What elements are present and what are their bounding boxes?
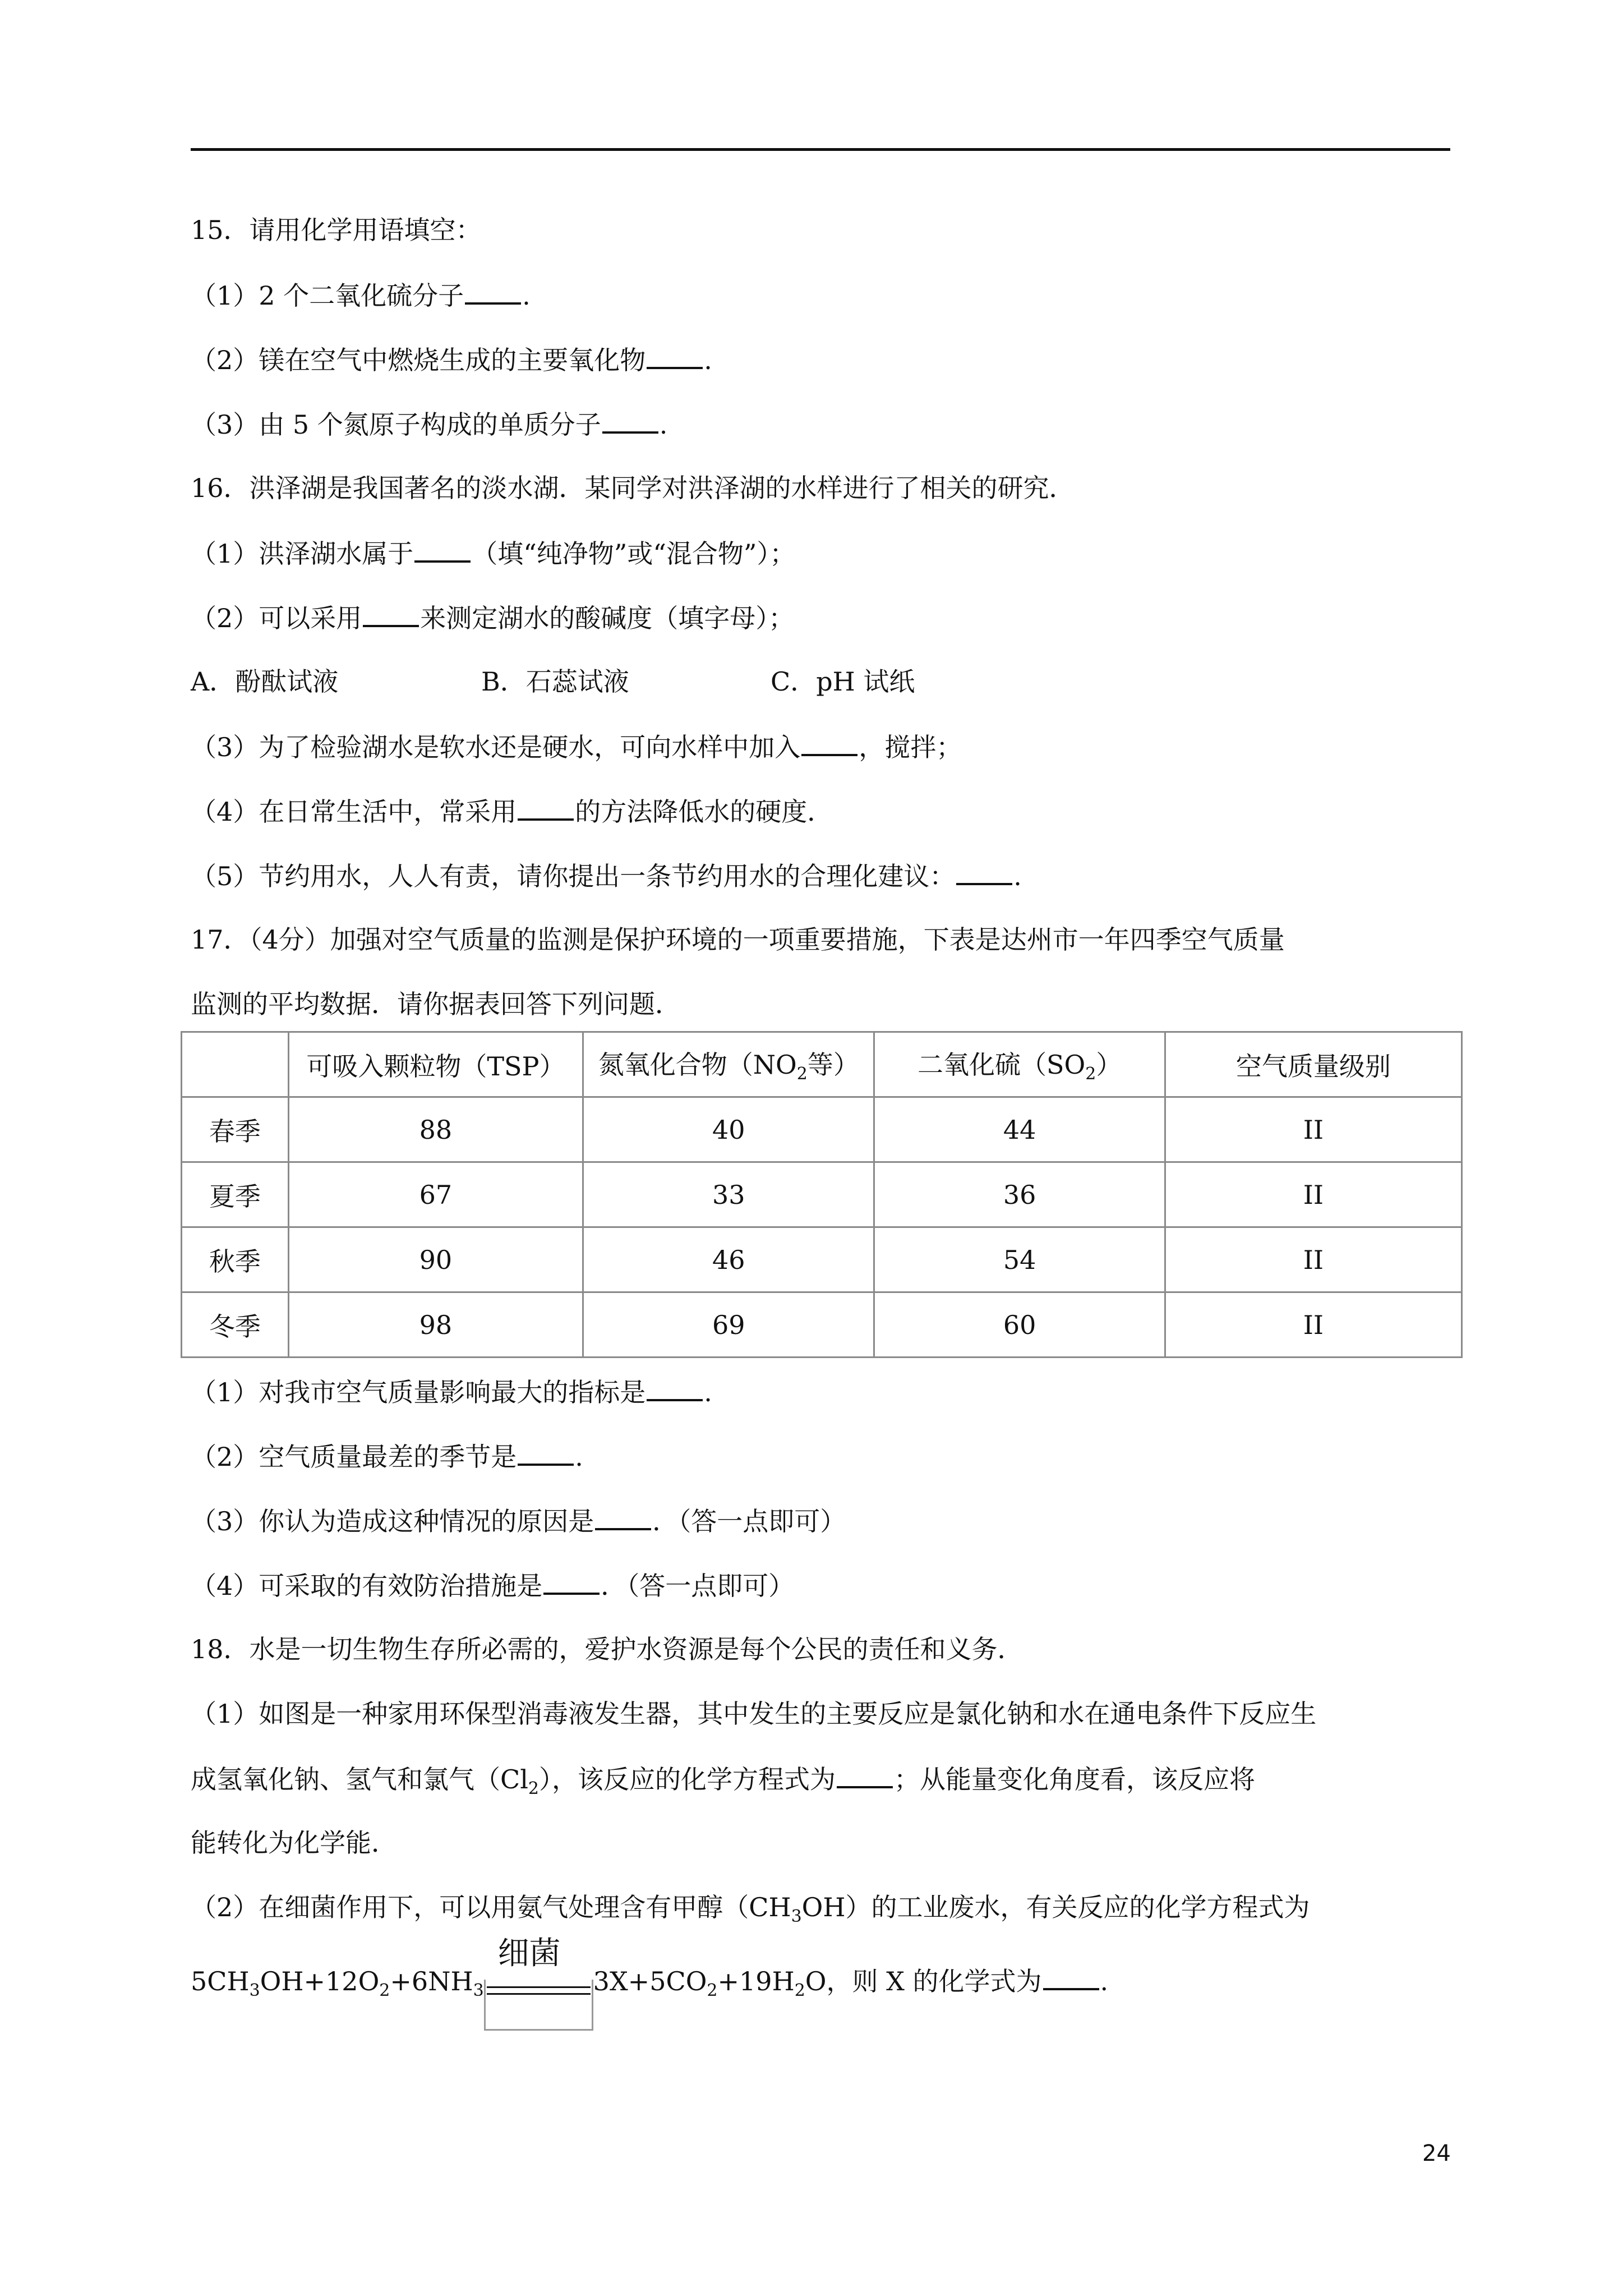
answer-blank	[414, 536, 471, 563]
q16-option-b: B．石蕊试液	[481, 666, 629, 697]
q18-p1-line-2: 成氢氧化钠、氢气和氯气$(Cl_2)$，该反应的化学方程式为 ；从能量变化角度看，该反应将	[191, 1761, 1255, 1806]
table-row	[182, 1227, 1462, 1292]
table-row	[182, 1292, 1462, 1358]
level-cell: II	[1165, 1292, 1461, 1358]
answer-blank	[801, 729, 857, 756]
table-row	[182, 1097, 1462, 1162]
table-corner-cell	[182, 1032, 289, 1097]
answer-blank	[518, 1439, 574, 1466]
nox-cell: 40	[583, 1097, 874, 1162]
q16-item-1: （1）洪泽湖水属于 （填“纯净物”或“混合物”）；	[191, 536, 795, 570]
q16-item-4: （4）在日常生活中，常采用 的方法降低水的硬度．	[191, 794, 833, 829]
reaction-condition-arrow	[484, 1935, 593, 2008]
season-cell: 夏季	[182, 1162, 289, 1227]
table-row	[182, 1162, 1462, 1227]
page-number: 24	[1422, 2141, 1451, 2166]
q17-intro-line-1: 17．（4分）加强对空气质量的监测是保护环境的一项重要措施，下表是达州市一年四季空气质量	[191, 924, 1285, 955]
table-header-row	[182, 1032, 1462, 1097]
level-cell: II	[1165, 1227, 1461, 1292]
so2-cell: 44	[874, 1097, 1165, 1162]
q15-item-3: （3）由 5 个氮原子构成的单质分子 .	[191, 407, 667, 441]
q18-p1-line-1: （1）如图是一种家用环保型消毒液发生器，其中发生的主要反应是氯化钠和水在通电条件下反应生	[191, 1699, 1317, 1729]
header-rule	[191, 148, 1450, 151]
q17-sub-1: （1）对我市空气质量影响最大的指标是 .	[191, 1374, 712, 1409]
answer-blank	[647, 342, 703, 369]
season-cell: 冬季	[182, 1292, 289, 1358]
level-cell: II	[1165, 1162, 1461, 1227]
q18-p1-line-3: 能转化为化学能．	[191, 1828, 397, 1858]
q15-item-1: （1）2 个二氧化硫分子 .	[191, 278, 531, 312]
q17-sub-4: （4）可采取的有效防治措施是 ．（答一点即可）	[191, 1568, 794, 1603]
tsp-cell: 88	[288, 1097, 583, 1162]
season-cell: 春季	[182, 1097, 289, 1162]
answer-blank	[647, 1374, 703, 1401]
header-so2: 二氧化硫$(SO_2)$	[874, 1032, 1165, 1097]
answer-blank	[518, 794, 574, 821]
header-tsp: 可吸入颗粒物（TSP）	[288, 1032, 583, 1097]
nox-cell: 69	[583, 1292, 874, 1358]
so2-cell: 36	[874, 1162, 1165, 1227]
q16-option-c: C．pH 试纸	[771, 666, 915, 697]
q17-sub-3: （3）你认为造成这种情况的原因是 ．（答一点即可）	[191, 1503, 846, 1538]
so2-cell: 60	[874, 1292, 1165, 1358]
q17-intro-line-2: 监测的平均数据．请你据表回答下列问题．	[191, 989, 681, 1019]
q16-item-3: （3）为了检验湖水是软水还是硬水，可向水样中加入 ，搅拌；	[191, 729, 962, 764]
q17-sub-2: （2）空气质量最差的季节是 .	[191, 1439, 583, 1474]
level-cell: II	[1165, 1097, 1461, 1162]
q18-p2-line-1: （2）在细菌作用下，可以用氨气处理含有甲醇$(CH_3OH)$的工业废水，有关反应的化学方程式为	[191, 1892, 1310, 1927]
answer-blank	[837, 1761, 893, 1788]
answer-blank	[956, 858, 1012, 885]
header-air-quality-level: 空气质量级别	[1165, 1032, 1461, 1097]
answer-blank	[595, 1503, 651, 1530]
q15-title: 15．请用化学用语填空：	[191, 215, 482, 245]
answer-blank	[602, 407, 658, 434]
tsp-cell: 90	[288, 1227, 583, 1292]
so2-cell: 54	[874, 1227, 1165, 1292]
answer-blank	[465, 278, 521, 305]
q15-item-2: （2）镁在空气中燃烧生成的主要氧化物 .	[191, 342, 712, 377]
air-quality-table	[181, 1031, 1463, 1358]
q16-item-5: （5）节约用水，人人有责，请你提出一条节约用水的合理化建议： .	[191, 858, 1022, 893]
nox-cell: 46	[583, 1227, 874, 1292]
q18-title: 18．水是一切生物生存所必需的，爱护水资源是每个公民的责任和义务．	[191, 1634, 1023, 1664]
q16-option-a: A．酚酞试液	[191, 666, 339, 697]
answer-blank	[1043, 1963, 1099, 1990]
reaction-condition: 细菌	[497, 1935, 561, 1972]
nox-cell: 33	[583, 1162, 874, 1227]
answer-blank	[543, 1568, 600, 1595]
tsp-cell: 67	[288, 1162, 583, 1227]
q16-title: 16．洪泽湖是我国著名的淡水湖．某同学对洪泽湖的水样进行了相关的研究．	[191, 473, 1075, 503]
q16-item-2: （2）可以采用 来测定湖水的酸碱度（填字母）；	[191, 600, 794, 635]
tsp-cell: 98	[288, 1292, 583, 1358]
header-nox: 氮氧化合物（$NO_2$等）	[583, 1032, 874, 1097]
q18-equation: $5CH_3OH+12O_2+6NH_3$ 细菌 $3X+5CO_2+19H_2O$，则 X 的化学式为 .	[191, 1963, 1108, 2008]
answer-blank	[363, 600, 419, 627]
season-cell: 秋季	[182, 1227, 289, 1292]
